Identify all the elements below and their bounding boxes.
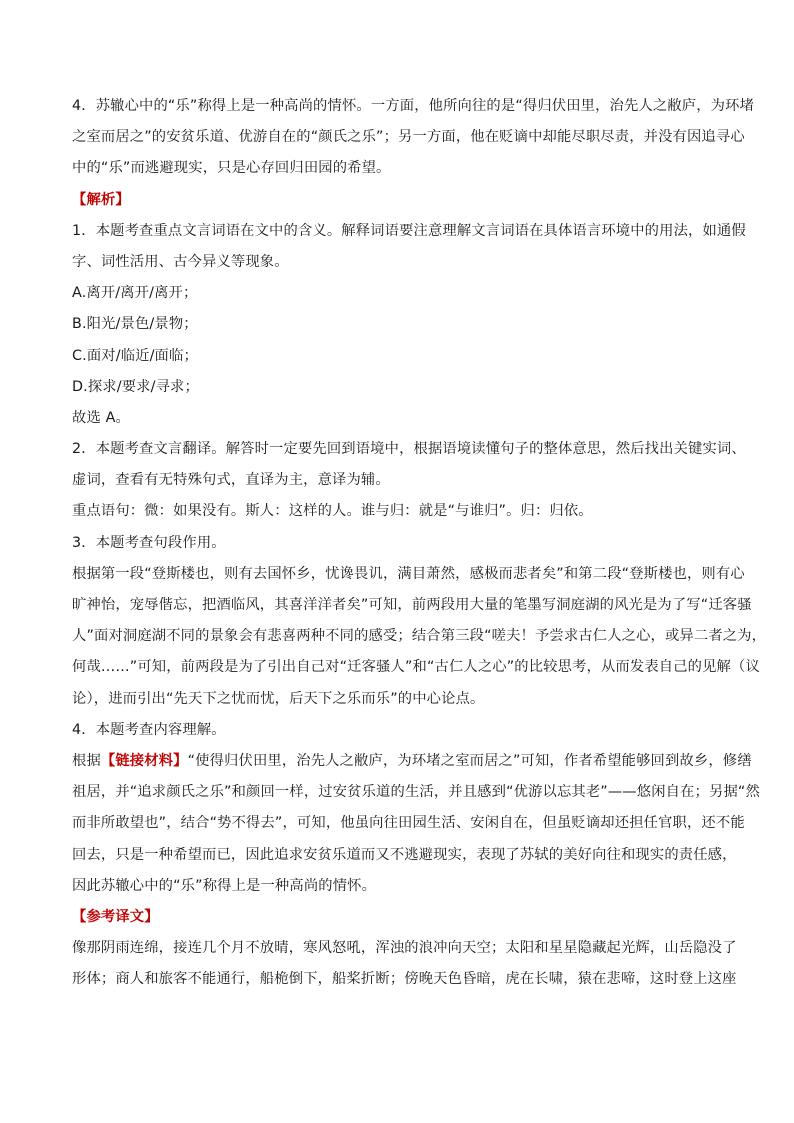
- analysis-3-line-1: 根据第一段“登斯楼也，则有去国怀乡，忧谗畏讥，满目萧然，感极而悲者矣”和第二段“登斯楼也，则有心: [72, 565, 745, 582]
- analysis-3-line-4: 何哉……”可知，前两段是为了引出自己对“迁客骚人”和“古仁人之心”的比较思考，从而发表自己的见解（议: [72, 659, 760, 676]
- analysis-2-line-2: 虚词，查看有无特殊句式，直译为主，意译为辅。: [72, 472, 390, 489]
- analysis-2-line-1: 2．本题考查文言翻译。解答时一定要先回到语境中，根据语境读懂句子的整体意思，然后找出关键实词、: [72, 441, 746, 458]
- document-body: [72, 91, 767, 995]
- option-a: A.离开/离开/离开；: [72, 285, 198, 302]
- option-d: D.探求/要求/寻求；: [72, 378, 199, 395]
- analysis-3-title: 3．本题考查句段作用。: [72, 534, 226, 551]
- answer-4-line-3: 中的“乐”而逃避现实，只是心存回归田园的希望。: [72, 160, 391, 177]
- analysis-4-title: 4．本题考查内容理解。: [72, 721, 226, 738]
- analysis-4-line-2: 祖居，并“追求颜氏之乐”和颜回一样，过安贫乐道的生活，并且感到“优游以忘其老”——悠闲自在；另据“然: [72, 784, 760, 801]
- answer-4-line-2: 之室而居之”的安贫乐道、优游自在的“颜氏之乐”；另一方面，他在贬谪中却能尽职尽责，并没有因追寻心: [72, 129, 745, 146]
- analysis-3-line-2: 旷神怡，宠辱偕忘，把酒临风，其喜洋洋者矣”可知，前两段用大量的笔墨写洞庭湖的风光是为了写“迁客骚: [72, 597, 752, 613]
- link-material-label: 【链接材料】: [100, 752, 188, 769]
- analysis-4-line-4: 回去，只是一种希望而已，因此追求安贫乐道而又不逃避现实，表现了苏轼的美好向往和现实的责任感，: [72, 846, 737, 863]
- option-b: B.阳光/景色/景物；: [72, 316, 198, 333]
- analysis-1-line-1: 1．本题考查重点文言词语在文中的含义。解释词语要注意理解文言词语在具体语言环境中的用法，如通假: [72, 222, 746, 239]
- analysis-heading: 【解析】: [72, 191, 130, 208]
- translation-line-2: 形体；商人和旅客不能通行，船桅倒下，船桨折断；傍晚天色昏暗，虎在长啸，猿在悲啼，这时登上这座: [72, 971, 737, 988]
- link-rest: “使得归伏田里，治先人之敝庐，为环堵之室而居之”可知，作者希望能够回到故乡，修缮: [187, 752, 752, 769]
- option-c: C.面对/临近/面临；: [72, 347, 198, 364]
- analysis-4-line-5: 因此苏辙心中的“乐”称得上是一种高尚的情怀。: [72, 877, 377, 894]
- translation-line-1: 像那阴雨连绵，接连几个月不放晴，寒风怒吼，浑浊的浪冲向天空；太阳和星星隐藏起光辉，山岳隐没了: [72, 940, 737, 957]
- analysis-3-line-3: 人”面对洞庭湖不同的景象会有悲喜两种不同的感受；结合第三段“嗟夫！予尝求古仁人之心，或异二者之为，: [72, 628, 767, 645]
- analysis-4-line-3: 而非所敢望也”，结合“势不得去”，可知，他虽向往田园生活、安闲自在，但虽贬谪却还担任官职，还不能: [72, 815, 745, 832]
- translation-heading: 【参考译文】: [72, 908, 159, 925]
- key-sentences: 重点语句：微：如果没有。斯人：这样的人。谁与归：就是“与谁归”。归：归依。: [72, 503, 593, 520]
- link-prefix: 根据: [72, 752, 101, 769]
- analysis-4-line-1: [72, 746, 752, 777]
- answer-choice: 故选 A。: [72, 409, 130, 426]
- analysis-3-line-5: 论），进而引出“先天下之忧而忧，后天下之乐而乐”的中心论点。: [72, 690, 485, 707]
- answer-4-line-1: 4．苏辙心中的“乐”称得上是一种高尚的情怀。一方面，他所向往的是“得归伏田里，治先人之敝庐，为环堵: [72, 98, 755, 114]
- analysis-1-line-2: 字、词性活用、古今异义等现象。: [72, 253, 289, 270]
